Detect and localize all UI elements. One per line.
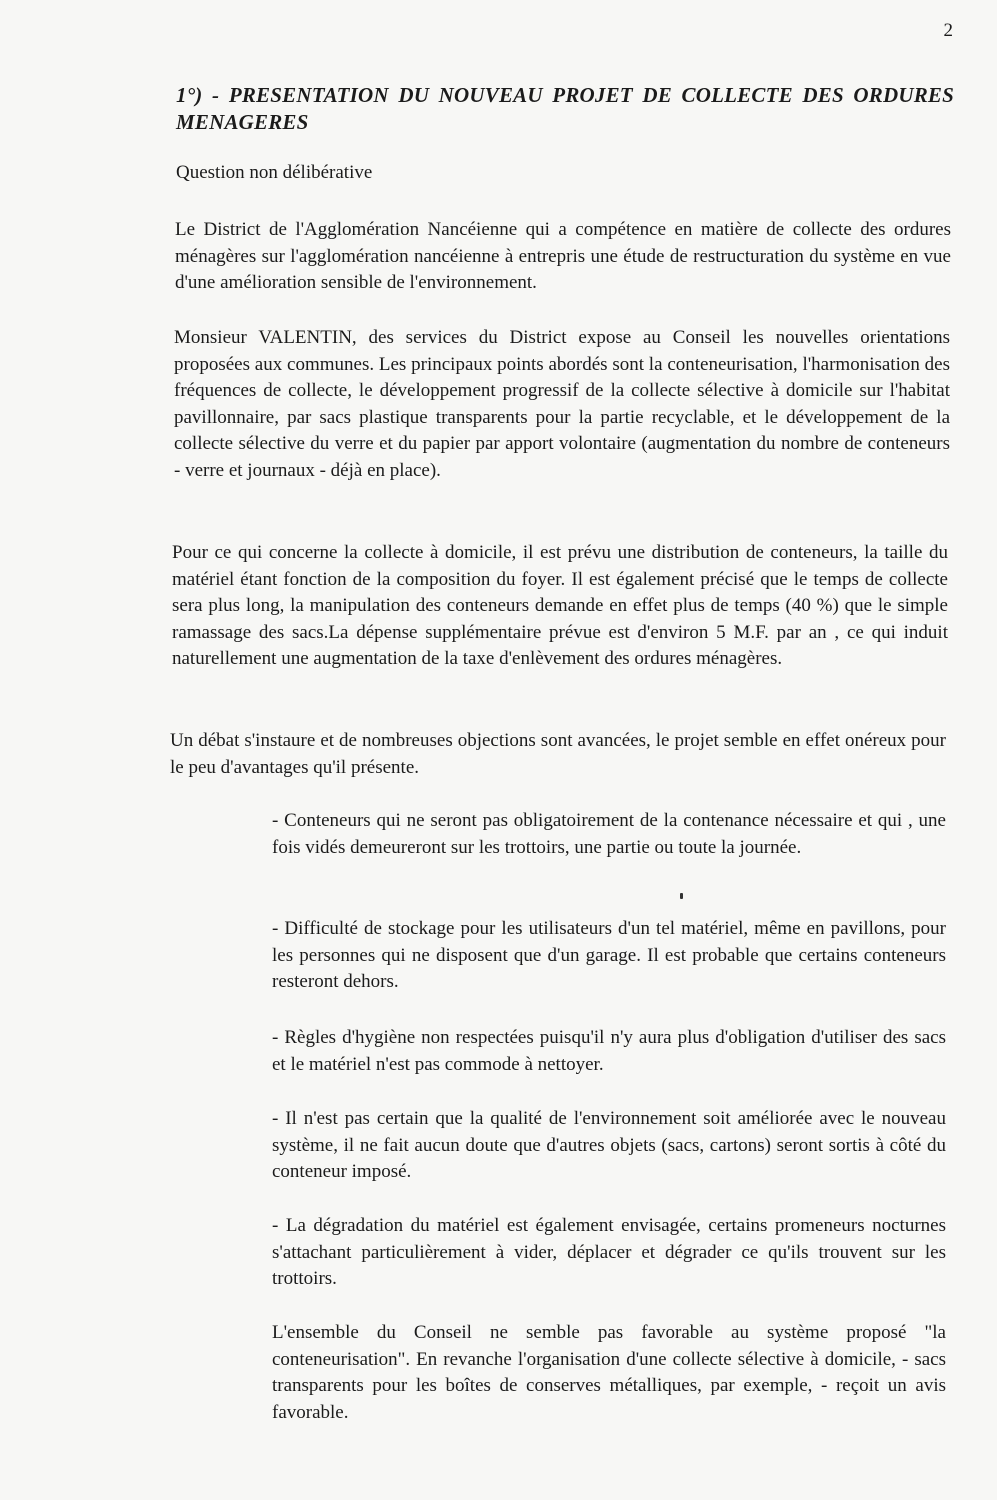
objection-item: - Conteneurs qui ne seront pas obligatoirement de la contenance nécessaire et qui , une fois vidés demeureront sur les trottoirs, une partie ou toute la journée. bbox=[272, 810, 946, 858]
paragraph-valentin: Monsieur VALENTIN, des services du District expose au Conseil les nouvelles orientations proposées aux communes. Les principaux points abordés sont la conteneurisation, l'harmonisation des fréquences de collecte, le développement progressif de la collecte sélective à domicile sur l'habitat pavillonnaire, par sacs plastique transparents pour la partie recyclable, et le développement de la collecte sélective du verre et du papier par apport volontaire (augmentation du nombre de conteneurs - verre et journaux - déjà en place). bbox=[174, 327, 950, 481]
scan-speck bbox=[680, 893, 683, 899]
question-type: Question non délibérative bbox=[176, 162, 373, 183]
objection-item: - Il n'est pas certain que la qualité de l'environnement soit améliorée avec le nouveau système, il ne fait aucun doute que d'autres objets (sacs, cartons) seront sortis à côté du conteneur imposé. bbox=[272, 1108, 946, 1183]
paragraph-domicile: Pour ce qui concerne la collecte à domicile, il est prévu une distribution de conteneurs, la taille du matériel étant fonction de la composition du foyer. Il est également précisé que le temps de collecte sera plus long, la manipulation des conteneurs demande en effet plus de temps (40 %) que le simple ramassage des sacs.La dépense supplémentaire prévue est d'environ 5 M.F. par an , ce qui induit naturellement une augmentation de la taxe d'enlèvement des ordures ménagères. bbox=[172, 542, 948, 670]
paragraph-debat: Un débat s'instaure et de nombreuses objections sont avancées, le projet semble en effet onéreux pour le peu d'avantages qu'il présente. bbox=[170, 730, 946, 778]
objection-item: - La dégradation du matériel est également envisagée, certains promeneurs nocturnes s'attachant particulièrement à vider, déplacer et dégrader ce qu'ils trouvent sur les trottoirs. bbox=[272, 1215, 946, 1290]
section-heading: 1°) - PRESENTATION DU NOUVEAU PROJET DE COLLECTE DES ORDURES MENAGERES bbox=[176, 83, 954, 134]
page-number: 2 bbox=[943, 20, 953, 41]
objection-item: - Difficulté de stockage pour les utilisateurs d'un tel matériel, même en pavillons, pour les personnes qui ne disposent que d'un garage. Il est probable que certains conteneurs resteront dehors. bbox=[272, 918, 946, 993]
paragraph-intro: Le District de l'Agglomération Nancéienne qui a compétence en matière de collecte des ordures ménagères sur l'agglomération nancéienne à entrepris une étude de restructuration du système en vue d'une amélioration sensible de l'environnement. bbox=[175, 219, 951, 294]
objection-item: - Règles d'hygiène non respectées puisqu'il n'y aura plus d'obligation d'utiliser des sacs et le matériel n'est pas commode à nettoyer. bbox=[272, 1027, 946, 1075]
paragraph-conclusion: L'ensemble du Conseil ne semble pas favorable au système proposé "la conteneurisation". En revanche l'organisation d'une collecte sélective à domicile, - sacs transparents pour les boîtes de conserves métalliques, par exemple, - reçoit un avis favorable. bbox=[272, 1322, 946, 1423]
